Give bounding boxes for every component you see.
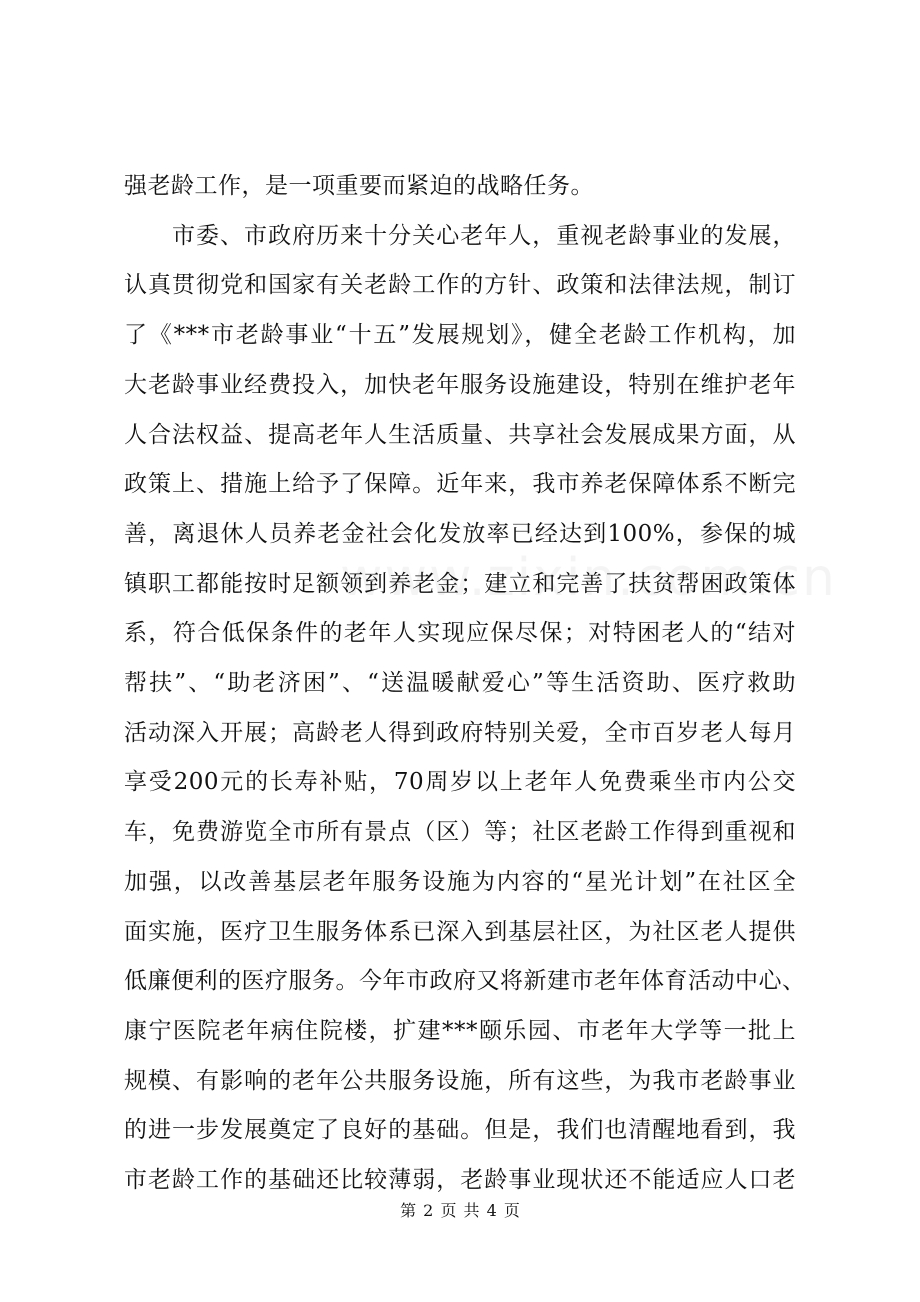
- text-line: 车，免费游览全市所有景点（区）等；社区老龄工作得到重视和: [124, 819, 796, 845]
- text-line: 享受200元的长寿补贴，70周岁以上老年人免费乘坐市内公交: [124, 769, 796, 795]
- text-line: 低廉便利的医疗服务。今年市政府又将新建市老年体育活动中心、: [124, 968, 806, 994]
- text-line: 了《***市老龄事业“十五”发展规划》，健全老龄工作机构，加: [124, 322, 796, 348]
- text-line: 市委、市政府历来十分关心老年人，重视老龄事业的发展，: [172, 223, 796, 249]
- text-line: 大老龄事业经费投入，加快老年服务设施建设，特别在维护老年: [124, 372, 796, 398]
- text-line: 康宁医院老年病住院楼，扩建***颐乐园、市老年大学等一批上: [124, 1018, 796, 1044]
- text-line: 规模、有影响的老年公共服务设施，所有这些，为我市老龄事业: [124, 1068, 796, 1094]
- text-line: 系，符合低保条件的老年人实现应保尽保；对特困老人的“结对: [124, 620, 796, 646]
- text-line: 面实施，医疗卫生服务体系已深入到基层社区，为社区老人提供: [124, 919, 796, 945]
- text-line: 认真贯彻党和国家有关老龄工作的方针、政策和法律法规，制订: [124, 272, 796, 298]
- text-line: 人合法权益、提高老年人生活质量、共享社会发展成果方面，从: [124, 422, 796, 448]
- text-line: 镇职工都能按时足额领到养老金；建立和完善了扶贫帮困政策体: [124, 571, 796, 597]
- page-footer: 第 2 页 共 4 页: [400, 1201, 520, 1220]
- text-line: 善，离退休人员养老金社会化发放率已经达到100%，参保的城: [124, 521, 796, 547]
- text-line: 强老龄工作，是一项重要而紧迫的战略任务。: [124, 173, 594, 199]
- text-line: 帮扶”、“助老济困”、“送温暖献爱心”等生活资助、医疗救助: [124, 670, 796, 696]
- text-line: 活动深入开展；高龄老人得到政府特别关爱，全市百岁老人每月: [124, 720, 796, 746]
- text-line: 加强，以改善基层老年服务设施为内容的“星光计划”在社区全: [124, 869, 796, 895]
- text-line: 市老龄工作的基础还比较薄弱，老龄事业现状还不能适应人口老: [124, 1167, 796, 1193]
- text-line: 的进一步发展奠定了良好的基础。但是，我们也清醒地看到，我: [124, 1117, 796, 1143]
- text-line: 政策上、措施上给予了保障。近年来，我市养老保障体系不断完: [124, 471, 796, 497]
